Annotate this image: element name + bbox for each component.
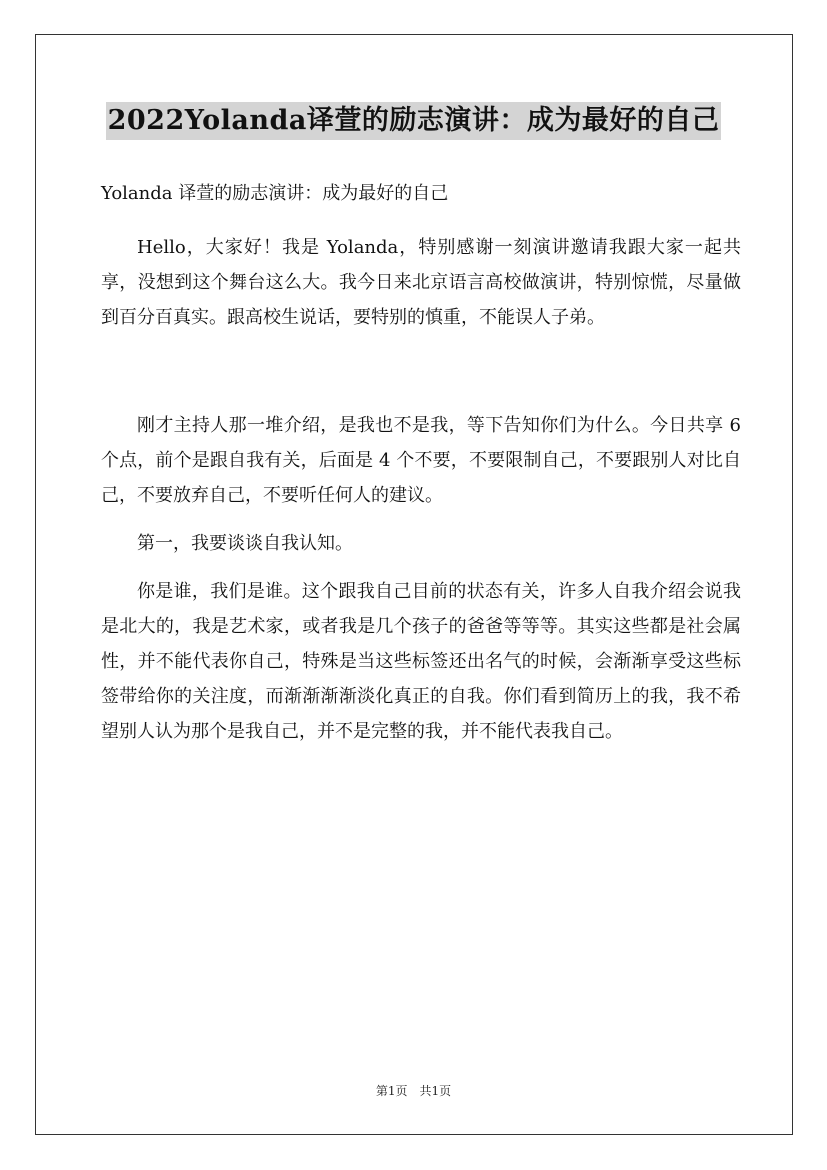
title-container — [0, 102, 827, 140]
document-title: 2022Yolanda译萱的励志演讲：成为最好的自己 — [106, 102, 722, 140]
document-subtitle: Yolanda 译萱的励志演讲：成为最好的自己 — [101, 183, 449, 204]
paragraph-self-awareness: 你是谁，我们是谁。这个跟我自己目前的状态有关，许多人自我介绍会说我是北大的，我是艺术家，或者我是几个孩子的爸爸等等等。其实这些都是社会属性，并不能代表你自己，特殊是当这些标签还出名气的时候，会渐渐享受这些标签带给你的关注度，而渐渐渐渐淡化真正的自我。你们看到简历上的我，我不希望别人认为那个是我自己，并不是完整的我，并不能代表我自己。 — [101, 581, 741, 742]
document-body — [101, 176, 741, 768]
paragraph-gap — [101, 354, 741, 408]
page-footer — [0, 1082, 827, 1100]
paragraph-intro: Hello，大家好！我是 Yolanda，特别感谢一刻演讲邀请我跟大家一起共享，没想到这个舞台这么大。我今日来北京语言高校做演讲，特别惊慌，尽量做到百分百真实。跟高校生说话，要特别的慎重，不能误人子弟。 — [101, 237, 741, 328]
paragraph-overview: 刚才主持人那一堆介绍，是我也不是我，等下告知你们为什么。今日共享 6 个点，前个是跟自我有关，后面是 4 个不要，不要限制自己，不要跟别人对比自己，不要放弃自己，不要听任何人的建议。 — [101, 415, 741, 506]
page-number-label: 第1页 共1页 — [375, 1084, 452, 1098]
paragraph-first-point: 第一，我要谈谈自我认知。 — [137, 533, 353, 554]
